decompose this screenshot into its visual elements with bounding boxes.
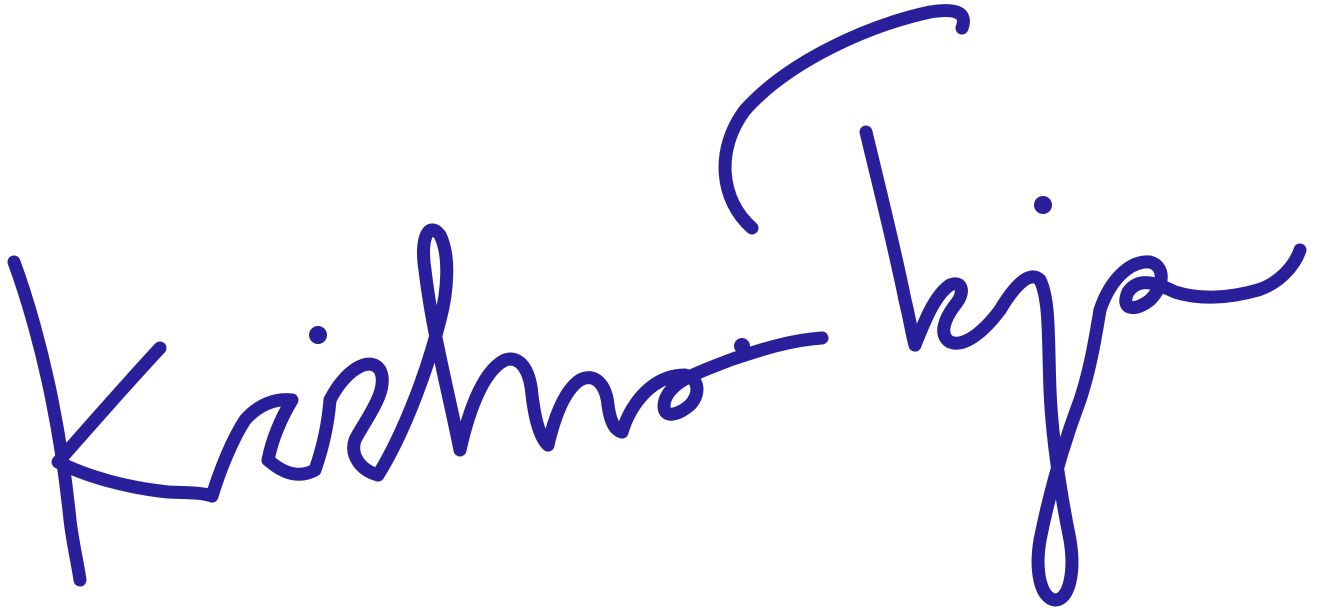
letter-t-stem xyxy=(866,132,915,345)
letter-j xyxy=(1000,277,1100,600)
j-dot xyxy=(1034,196,1052,214)
i-dot xyxy=(309,326,327,344)
letter-e xyxy=(915,284,1000,345)
letter-a xyxy=(622,338,822,432)
letter-a-final xyxy=(1100,250,1300,310)
letter-k-stem xyxy=(14,262,80,580)
letter-s xyxy=(330,364,382,475)
letter-r xyxy=(212,400,292,496)
letter-k-arms xyxy=(58,348,212,496)
letter-n xyxy=(548,378,622,445)
ink-blot xyxy=(734,338,750,354)
letter-t-crossbar xyxy=(725,11,963,228)
letter-h xyxy=(378,230,548,475)
